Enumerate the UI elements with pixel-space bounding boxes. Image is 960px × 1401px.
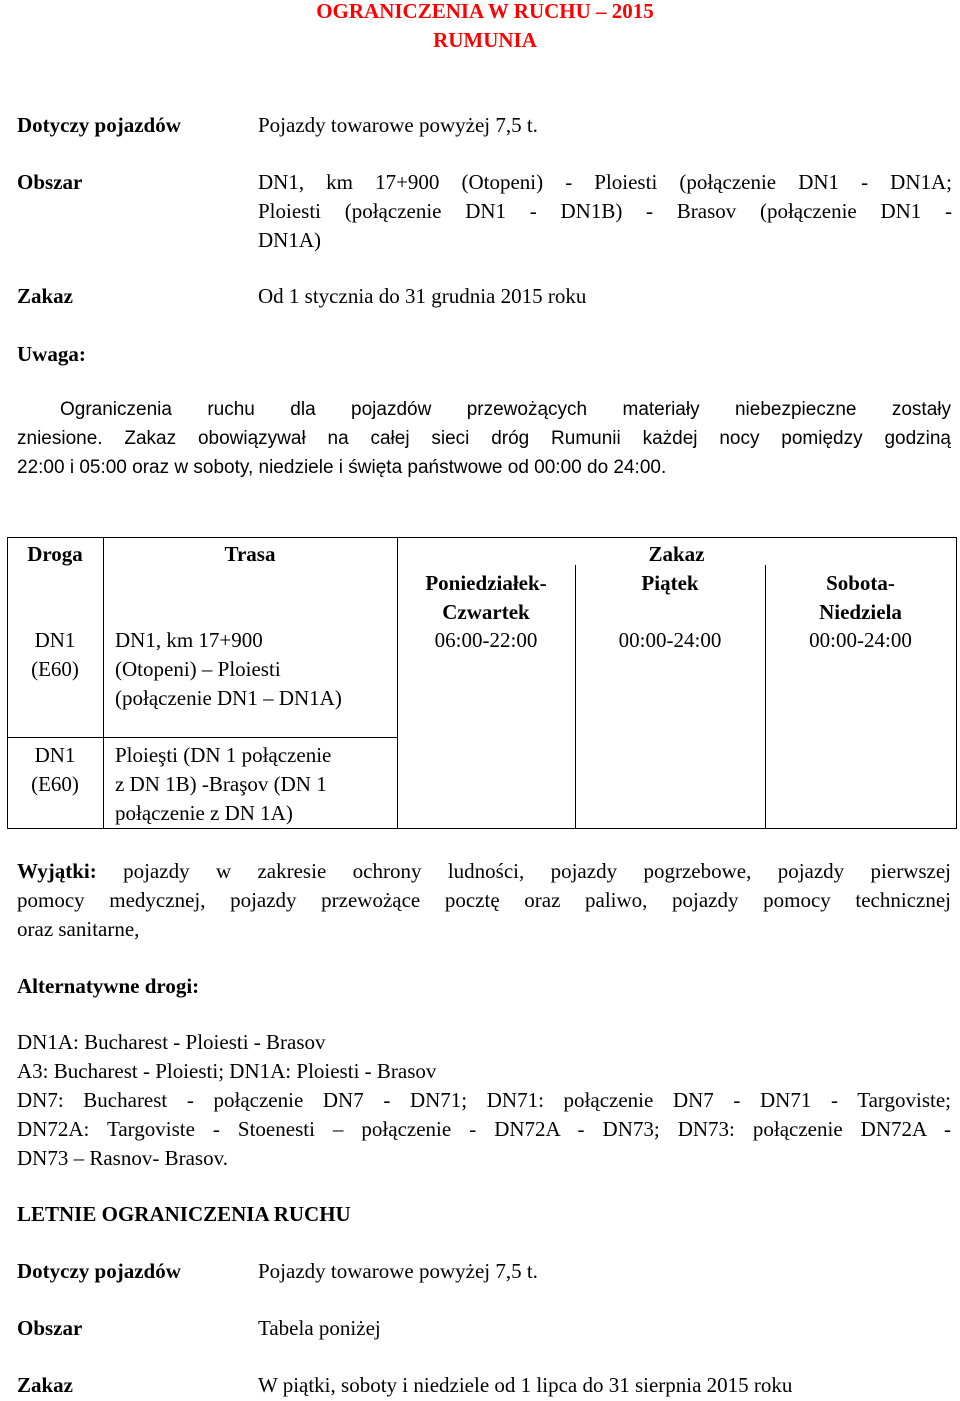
summer-area-label: Obszar [17, 1316, 83, 1340]
route-line: (Otopeni) – Ploiesti [115, 657, 281, 681]
exceptions-line-2: pomocy medycznej, pojazdy przewożące pocztę oraz paliwo, pojazdy pomocy technicznej [17, 888, 951, 912]
exceptions-text-1: pojazdy w zakresie ochrony ludności, pojazdy pogrzebowe, pojazdy pierwszej [123, 859, 952, 883]
summer-vehicles-label: Dotyczy pojazdów [17, 1259, 181, 1283]
summer-heading: LETNIE OGRANICZENIA RUCHU [17, 1202, 351, 1226]
table-row-1-mon-thu: 06:00-22:00 [434, 628, 538, 652]
alternatives-line-1: DN1A: Bucharest - Ploiesti - Brasov [17, 1030, 326, 1054]
route-line: połączenie z DN 1A) [115, 801, 293, 825]
header-mon-thu-line-1: Poniedziałek- [425, 571, 547, 595]
alternatives-line-4: DN72A: Targoviste - Stoenesti – połączenie - DN72A - DN73; DN73: połączenie DN72A - [17, 1117, 951, 1141]
route-line: z DN 1B) -Braşov (DN 1 [115, 772, 327, 796]
table-row-2-road [7, 741, 103, 799]
vehicles-value: Pojazdy towarowe powyżej 7,5 t. [258, 113, 538, 137]
route-line: (połączenie DN1 – DN1A) [115, 686, 342, 710]
table-row-1-road [7, 626, 103, 684]
table-row-1-sat-sun: 00:00-24:00 [809, 628, 912, 652]
table-row-2-route [115, 741, 397, 828]
header-sat-sun-line-2: Niedziela [819, 600, 902, 624]
header-sat-sun [765, 569, 956, 627]
summer-ban-label: Zakaz [17, 1373, 74, 1397]
document-title: OGRANICZENIA W RUCHU – 2015 [316, 0, 654, 23]
header-fri: Piątek [641, 571, 699, 595]
road-euro-code: (E60) [31, 657, 79, 681]
header-route: Trasa [224, 542, 276, 566]
summer-ban-value: W piątki, soboty i niedziele od 1 lipca do 31 sierpnia 2015 roku [258, 1373, 793, 1397]
header-sat-sun-line-1: Sobota- [826, 571, 895, 595]
route-line: Ploieşti (DN 1 połączenie [115, 743, 332, 767]
note-line-3: 22:00 i 05:00 oraz w soboty, niedziele i święta państwowe od 00:00 do 24:00. [17, 457, 667, 478]
summer-vehicles-value: Pojazdy towarowe powyżej 7,5 t. [258, 1259, 538, 1283]
summer-area-value: Tabela poniżej [258, 1316, 381, 1340]
alternatives-line-5: DN73 – Rasnov- Brasov. [17, 1146, 228, 1170]
ban-value: Od 1 stycznia do 31 grudnia 2015 roku [258, 284, 587, 308]
road-code: DN1 [34, 628, 76, 652]
header-mon-thu-line-2: Czwartek [442, 600, 530, 624]
header-road: Droga [27, 542, 83, 566]
alternatives-line-3: DN7: Bucharest - połączenie DN7 - DN71; DN71: połączenie DN7 - DN71 - Targoviste; [17, 1088, 951, 1112]
exceptions-line-3: oraz sanitarne, [17, 917, 140, 941]
ban-label: Zakaz [17, 284, 74, 308]
exceptions-label: Wyjątki: [17, 859, 97, 883]
road-euro-code: (E60) [31, 772, 79, 796]
route-line: DN1, km 17+900 [115, 628, 263, 652]
header-ban: Zakaz [648, 542, 705, 566]
table-row-1-fri: 00:00-24:00 [618, 628, 722, 652]
road-code: DN1 [34, 743, 76, 767]
alternatives-label: Alternatywne drogi: [17, 974, 200, 998]
header-mon-thu [397, 569, 575, 627]
area-line-1: DN1, km 17+900 (Otopeni) - Ploiesti (połączenie DN1 - DN1A; [258, 170, 952, 194]
vehicles-label: Dotyczy pojazdów [17, 113, 181, 137]
area-line-3: DN1A) [258, 228, 321, 252]
document-subtitle: RUMUNIA [433, 28, 537, 52]
area-label: Obszar [17, 170, 83, 194]
alternatives-line-2: A3: Bucharest - Ploiesti; DN1A: Ploiesti - Brasov [17, 1059, 437, 1083]
restrictions-table [7, 537, 957, 829]
note-label: Uwaga: [17, 342, 86, 366]
note-line-1: Ograniczenia ruchu dla pojazdów przewożących materiały niebezpieczne zostały [60, 399, 951, 420]
table-row-1-route [115, 626, 397, 713]
area-line-2: Ploiesti (połączenie DN1 - DN1B) - Brasov (połączenie DN1 - [258, 199, 952, 223]
note-line-2: zniesione. Zakaz obowiązywał na całej sieci dróg Rumunii każdej nocy pomiędzy godziną [17, 428, 951, 449]
exceptions-line-1 [17, 857, 951, 886]
